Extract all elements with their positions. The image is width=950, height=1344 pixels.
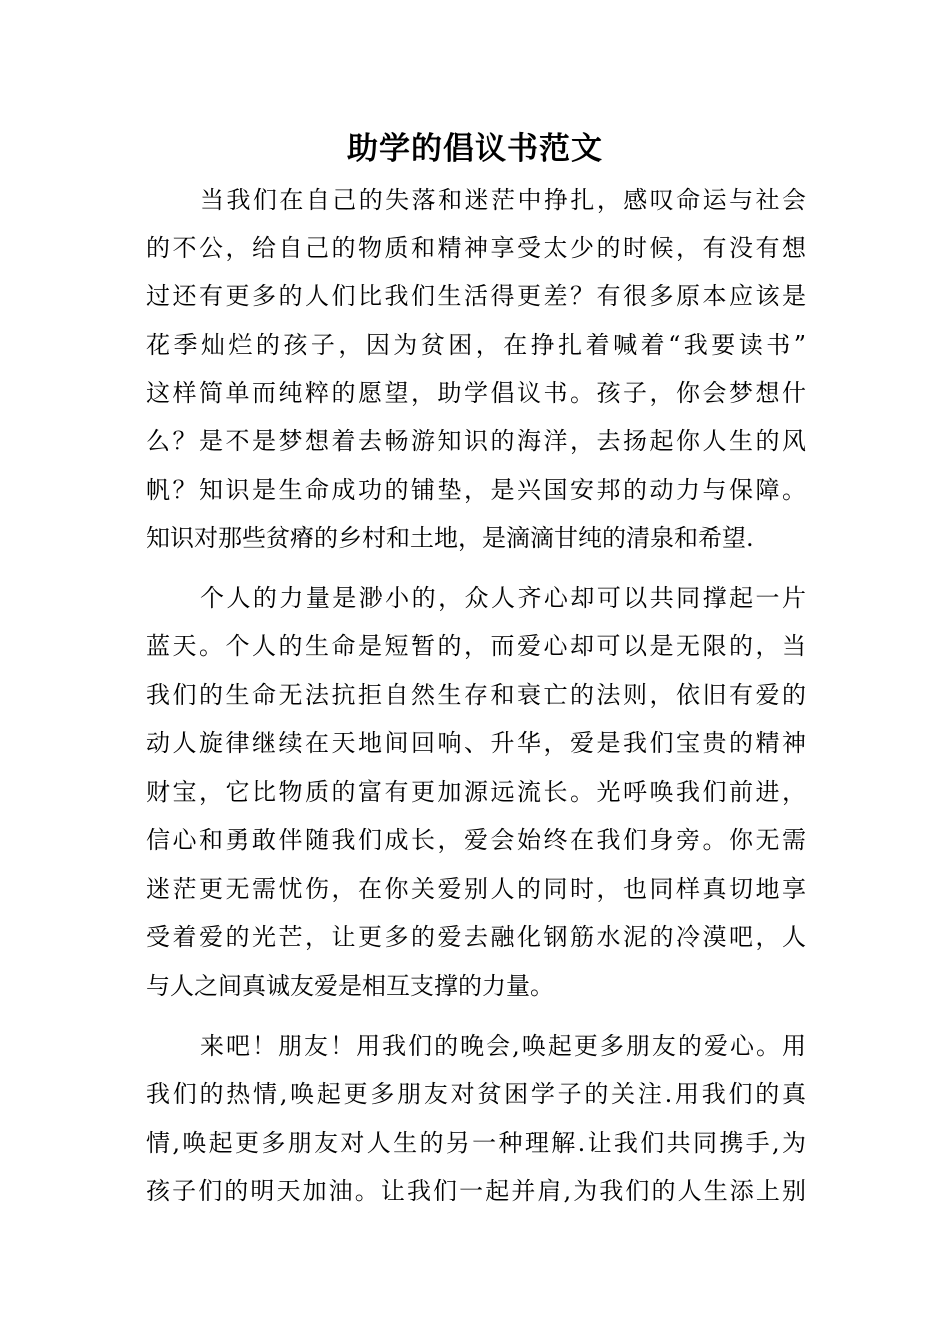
paragraph-3-line-3: 情,唤起更多朋友对人生的另一种理解.让我们共同携手,为 <box>146 1129 806 1157</box>
paragraph-1-line-2: 的不公，给自己的物质和精神享受太少的时候，有没有想 <box>146 234 806 262</box>
paragraph-1-line-1: 当我们在自己的失落和迷茫中挣扎，感叹命运与社会 <box>200 186 806 214</box>
paragraph-2-line-1: 个人的力量是渺小的，众人齐心却可以共同撑起一片 <box>200 584 806 612</box>
paragraph-1-line-8: 知识对那些贫瘠的乡村和土地，是滴滴甘纯的清泉和希望. <box>146 524 754 552</box>
paragraph-2-line-8: 受着爱的光芒，让更多的爱去融化钢筋水泥的冷漠吧，人 <box>146 923 806 951</box>
paragraph-2-line-4: 动人旋律继续在天地间回响、升华，爱是我们宝贵的精神 <box>146 729 806 757</box>
paragraph-3-line-1: 来吧！朋友！用我们的晚会,唤起更多朋友的爱心。用 <box>200 1032 806 1060</box>
paragraph-2-line-2: 蓝天。个人的生命是短暂的，而爱心却可以是无限的，当 <box>146 632 806 660</box>
paragraph-1-line-6: 么？是不是梦想着去畅游知识的海洋，去扬起你人生的风 <box>146 427 806 455</box>
paragraph-2-line-3: 我们的生命无法抗拒自然生存和衰亡的法则，依旧有爱的 <box>146 681 806 709</box>
paragraph-3-line-2: 我们的热情,唤起更多朋友对贫困学子的关注.用我们的真 <box>146 1080 806 1108</box>
paragraph-2-line-5: 财宝，它比物质的富有更加源远流长。光呼唤我们前进， <box>146 778 806 806</box>
paragraph-2-line-9: 与人之间真诚友爱是相互支撑的力量。 <box>146 972 554 1000</box>
paragraph-1-line-3: 过还有更多的人们比我们生活得更差？有很多原本应该是 <box>146 282 806 310</box>
document-title: 助学的倡议书范文 <box>347 131 603 167</box>
paragraph-3-line-4: 孩子们的明天加油。让我们一起并肩,为我们的人生添上别 <box>146 1177 806 1205</box>
paragraph-1-line-4: 花季灿烂的孩子，因为贫困，在挣扎着喊着“我要读书” <box>146 331 806 359</box>
paragraph-1-line-5: 这样简单而纯粹的愿望，助学倡议书。孩子，你会梦想什 <box>146 379 806 407</box>
paragraph-2-line-7: 迷茫更无需忧伤，在你关爱别人的同时，也同样真切地享 <box>146 875 806 903</box>
paragraph-1-line-7: 帆？知识是生命成功的铺垫，是兴国安邦的动力与保障。 <box>146 476 806 504</box>
paragraph-2-line-6: 信心和勇敢伴随我们成长，爱会始终在我们身旁。你无需 <box>146 826 806 854</box>
